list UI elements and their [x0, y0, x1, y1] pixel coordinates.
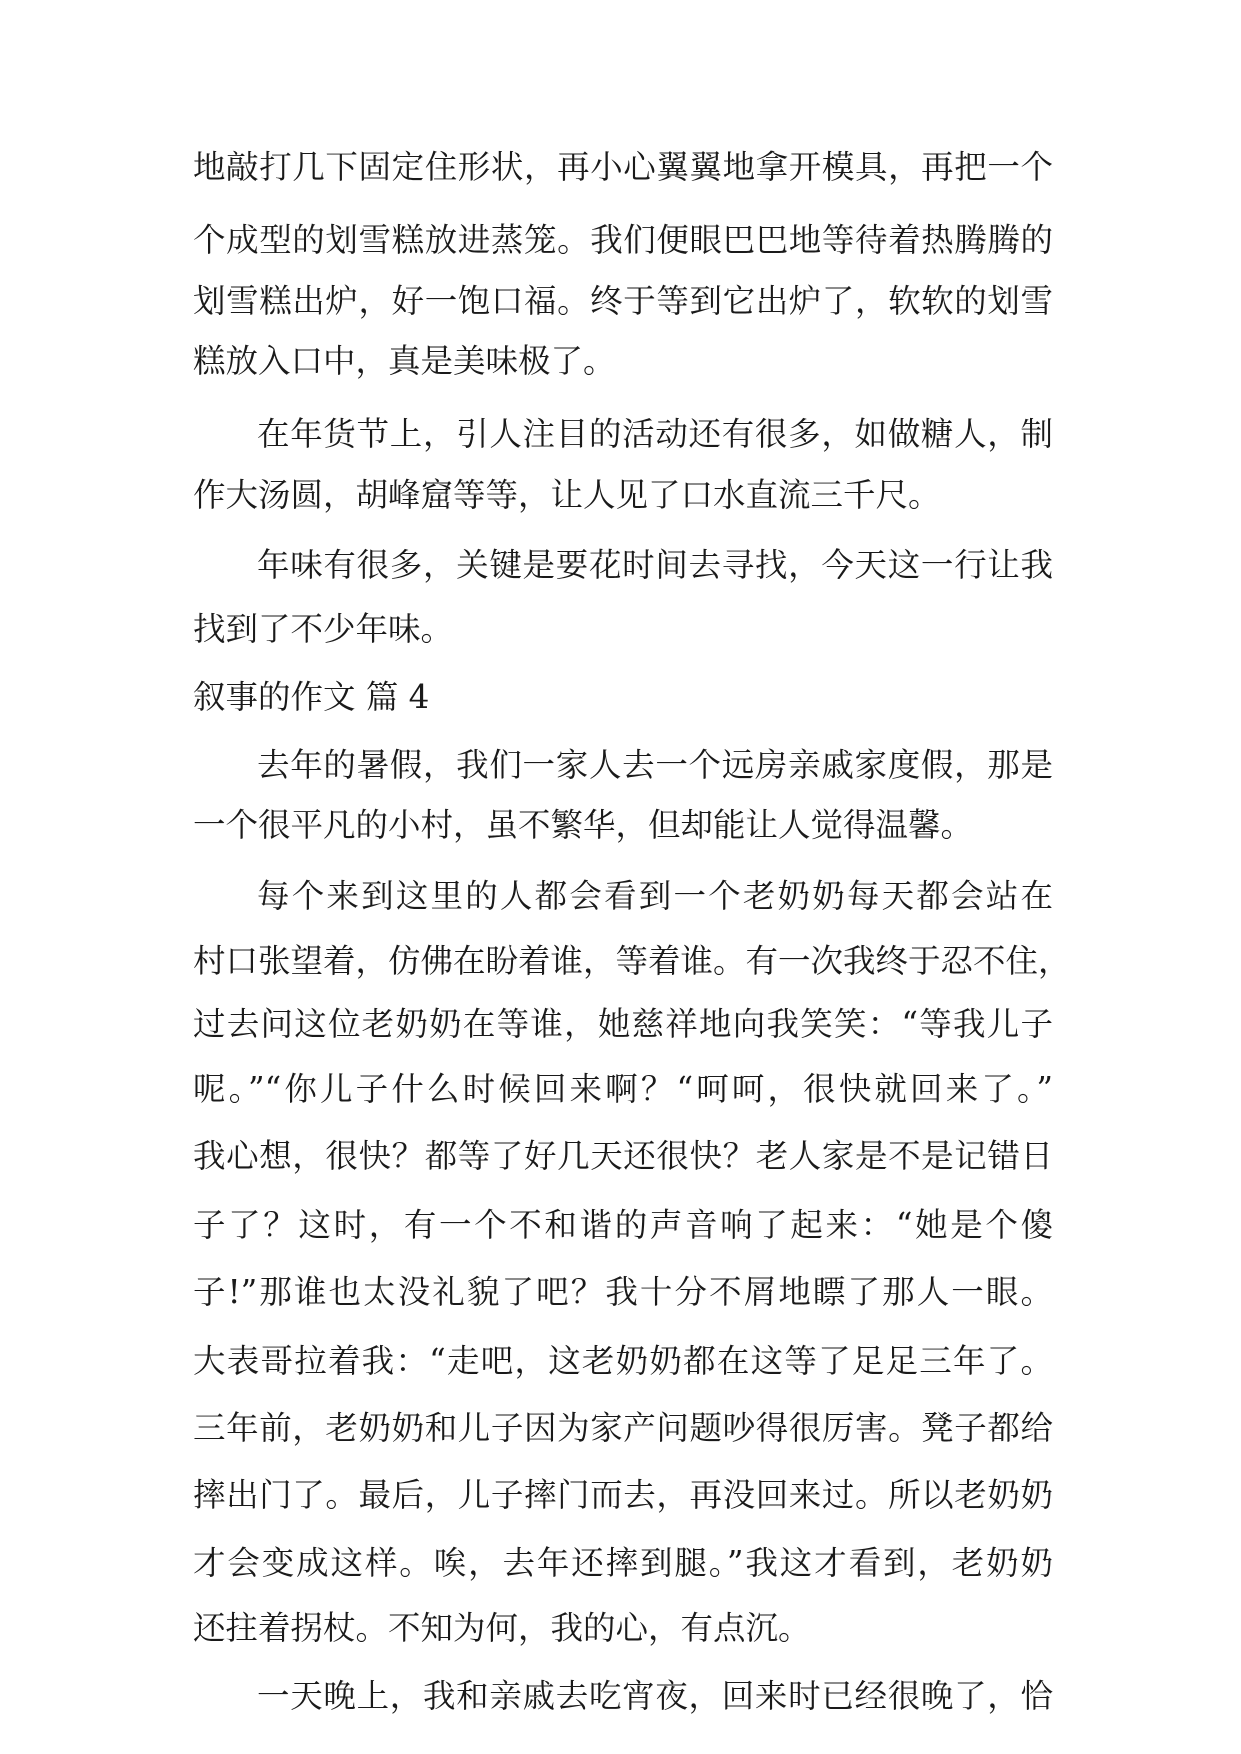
body-text-line: 我心想，很快？都等了好几天还很快？老人家是不是记错日 [193, 1137, 1053, 1175]
paragraph-first-line: 每个来到这里的人都会看到一个老奶奶每天都会站在 [257, 877, 1053, 915]
body-text-line: 作大汤圆，胡峰窟等等，让人见了口水直流三千尺。 [193, 476, 941, 514]
paragraph-first-line: 在年货节上，引人注目的活动还有很多，如做糖人，制 [257, 415, 1053, 453]
body-text-line: 糕放入口中，真是美味极了。 [193, 342, 616, 380]
paragraph-first-line: 去年的暑假，我们一家人去一个远房亲戚家度假，那是 [257, 746, 1053, 784]
body-text-line: 村口张望着，仿佛在盼着谁，等着谁。有一次我终于忍不住， [193, 942, 1071, 980]
body-text-line: 地敲打几下固定住形状，再小心翼翼地拿开模具，再把一个 [193, 148, 1053, 186]
body-text-line: 呢。”“你儿子什么时候回来啊？“呵呵，很快就回来了。” [193, 1070, 1053, 1108]
body-text-line: 子!”那谁也太没礼貌了吧？我十分不屑地瞟了那人一眼。 [193, 1273, 1053, 1311]
body-text-line: 划雪糕出炉，好一饱口福。终于等到它出炉了，软软的划雪 [193, 282, 1053, 320]
body-text-line: 个成型的划雪糕放进蒸笼。我们便眼巴巴地等待着热腾腾的 [193, 221, 1053, 259]
body-text-line: 找到了不少年味。 [193, 610, 454, 648]
body-text-line: 子了？这时，有一个不和谐的声音响了起来：“她是个傻 [193, 1206, 1053, 1244]
body-text-line: 才会变成这样。唉，去年还摔到腿。”我这才看到，老奶奶 [193, 1544, 1053, 1582]
body-text-line: 一个很平凡的小村，虽不繁华，但却能让人觉得温馨。 [193, 806, 974, 844]
paragraph-first-line: 一天晚上，我和亲戚去吃宵夜，回来时已经很晚了，恰 [257, 1677, 1053, 1715]
body-text-line: 摔出门了。最后，儿子摔门而去，再没回来过。所以老奶奶 [193, 1476, 1053, 1514]
section-heading: 叙事的作文 篇 4 [193, 678, 430, 716]
body-text-line: 过去问这位老奶奶在等谁，她慈祥地向我笑笑：“等我儿子 [193, 1005, 1053, 1043]
paragraph-first-line: 年味有很多，关键是要花时间去寻找，今天这一行让我 [257, 546, 1053, 584]
body-text-line: 三年前，老奶奶和儿子因为家产问题吵得很厉害。凳子都给 [193, 1409, 1053, 1447]
body-text-line: 大表哥拉着我：“走吧，这老奶奶都在这等了足足三年了。 [193, 1342, 1053, 1380]
body-text-line: 还拄着拐杖。不知为何，我的心，有点沉。 [193, 1609, 811, 1647]
